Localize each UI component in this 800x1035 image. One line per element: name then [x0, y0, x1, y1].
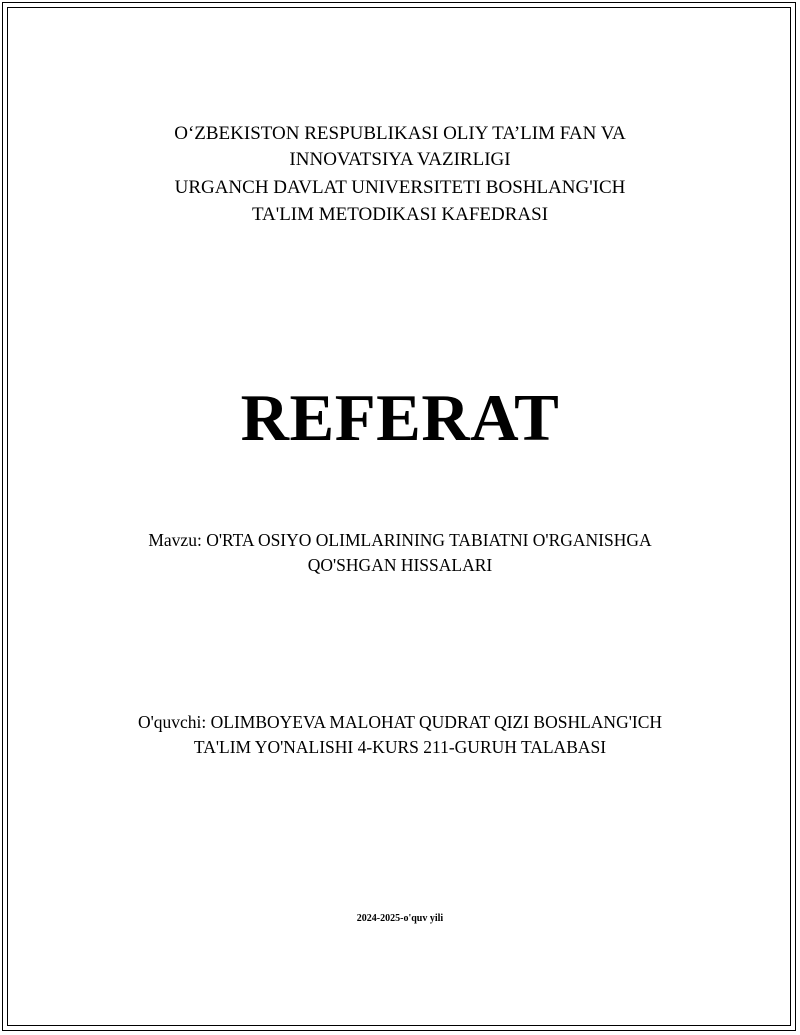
- document-title: REFERAT: [240, 381, 560, 455]
- topic-line-1: Mavzu: O'RTA OSIYO OLIMLARINING TABIATNI O'RGANISHGA: [148, 530, 652, 550]
- header-line-3: URGANCH DAVLAT UNIVERSITETI BOSHLANG'ICH: [174, 177, 626, 198]
- student-line-2: TA'LIM YO'NALISHI 4-KURS 211-GURUH TALABASI: [193, 737, 607, 757]
- header-line-2: INNOVATSIYA VAZIRLIGI: [289, 149, 511, 170]
- topic-line-2: QO'SHGAN HISSALARI: [307, 555, 493, 575]
- academic-year: 2024-2025-o'quv yili: [356, 913, 444, 924]
- student-line-1: O'quvchi: OLIMBOYEVA MALOHAT QUDRAT QIZI BOSHLANG'ICH: [137, 712, 663, 732]
- header-line-1: O‘ZBEKISTON RESPUBLIKASI OLIY TA’LIM FAN VA: [174, 123, 626, 144]
- header-line-4: TA'LIM METODIKASI KAFEDRASI: [251, 204, 549, 225]
